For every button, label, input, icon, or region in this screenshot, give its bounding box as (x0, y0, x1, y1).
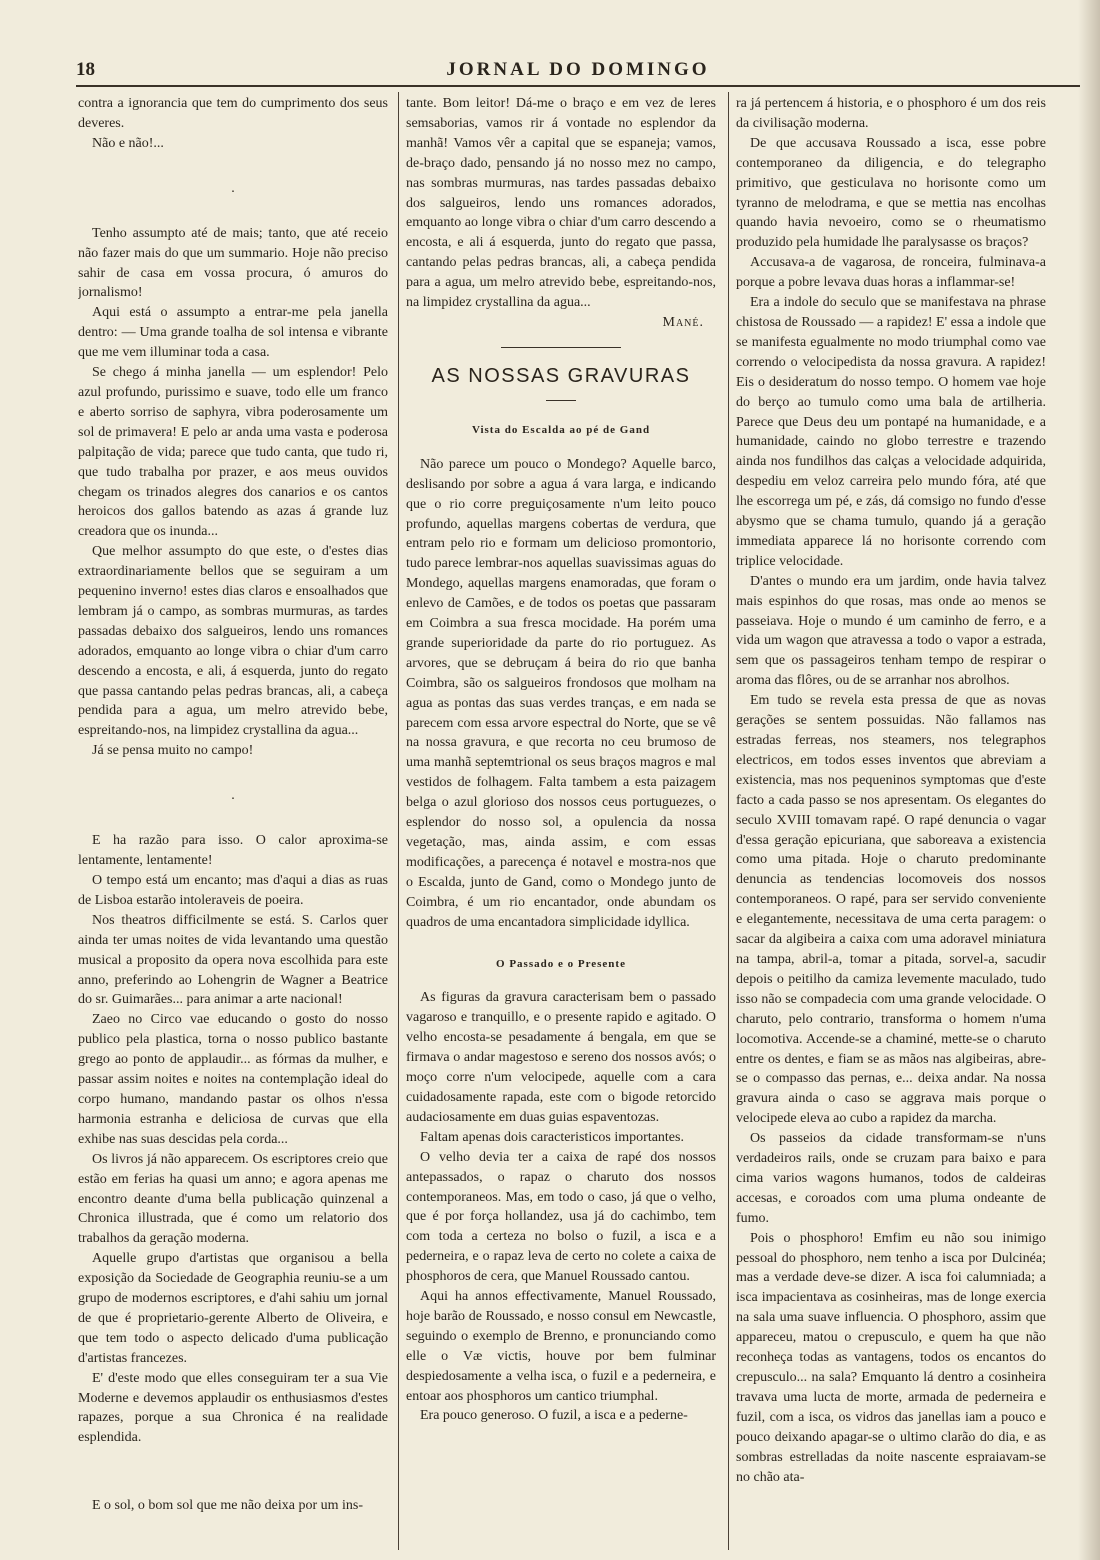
column-1 (78, 94, 388, 1554)
section-separator: . (231, 180, 235, 196)
paragraph: Se chego á minha janella — um esplendor! Pelo azul profundo, purissimo e suave, todo elle um franco e aberto sorriso de saphyra, vibra poderosamente um sol de primavera! E pelo ar anda uma vasta e poderosa palpitação de vida; parece que tudo canta, que tudo ri, que tudo trabalha por prazer, e aos meus ouvidos chegam os trinados alegres dos canarios e os cantos heroicos dos gallos batendo as azas á grande luz creadora que os inunda... (78, 365, 388, 540)
page-number: 18 (76, 59, 95, 80)
paragraph: O tempo está um encanto; mas d'aqui a dias as ruas de Lisboa estarão intoleraveis de poeira. (78, 873, 388, 908)
paragraph: Aquelle grupo d'artistas que organisou a bella exposição da Sociedade de Geographia reuniu-se a um grupo de modernos escriptores, e d'ahi sahiu um jornal de que é proprietario-gerente Alberto de Oliveira, e que tem todo o aspecto delicado d'uma publicação d'artistas francezes. (78, 1251, 388, 1366)
paragraph: contra a ignorancia que tem do cumprimento dos seus deveres. (78, 96, 388, 131)
section-separator: . (231, 788, 235, 804)
paragraph: Os passeios da cidade transformam-se n'uns verdadeiros rails, onde se cruzam para baixo e para cima varios wagons humanos, todos de caldeiras accesas, e coroados com uma pluma ondeante de fumo. (736, 1131, 1046, 1226)
paragraph: Pois o phosphoro! Emfim eu não sou inimigo pessoal do phosphoro, nem tenho a isca por Dulcinéa; mas a verdade deve-se dizer. A isca foi calumniada; a isca impacientava as cosinheiras, mas de longe exercia na sala uma suave influencia. O phosphoro, assim que appareceu, matou o crepusculo, e quem ha que não reconheça todas as vantagens, todos os encantos do crepusculo... na sala? Emquanto lá dentro a cosinheira travava uma lucta de morte, armada de pederneira e fuzil, com a isca, os vidros das janellas iam a pouco e pouco deixando apagar-se o ultimo clarão do dia, e as sombras estrelladas da noite nascente espraiavam-se no chão ata- (736, 1230, 1046, 1485)
paragraph: Que melhor assumpto do que este, o d'estes dias extraordinariamente bellos que se seguiram a um pequenino inverno! estes dias claros e ensoalhados que lembram já o campo, as sombras murmuras, as tardes passadas debaixo dos salgueiros, lendo uns romances adorados, emquanto ao longe vibra o chiar d'um carro descendo a encosta, e ali, á esquerda, junto do regato que passa cantando pelas pedras brancas, ali, a cabeça pendida para a agua, um melro atrevido bebe, espreitando-nos, na limpidez crystallina da agua... (78, 544, 388, 739)
paragraph: Não e não!... (92, 135, 164, 151)
page-header (76, 55, 1080, 85)
paragraph: Tenho assumpto até de mais; tanto, que até receio não fazer mais do que um summario. Hoje não preciso sahir de casa em vossa procura, ó amuros do jornalismo! (78, 225, 388, 301)
paragraph: ra já pertencem á historia, e o phosphoro é um dos reis da civilisação moderna. (736, 96, 1046, 131)
paragraph: Não parece um pouco o Mondego? Aquelle barco, deslisando por sobre a agua á vara larga, e indicando que o rio corre preguiçosamente n'um leito pouco profundo, aquellas margens cobertas de verdura, que entram pelo rio e formam um delicioso promontorio, tudo parece lembrar-nos aquellas suavissimas aguas do Mondego, aquellas margens enamoradas, que foram o enlevo de Camões, e de todos os poetas que passaram em Coimbra a sua fresca mocidade. Ha porém uma grande superioridade da parte do rio portuguez. As arvores, que se debruçam á beira do rio que banha Coimbra, são os salgueiros frondosos que molham na agua as pontas das suas verdes tranças, e em nada se parecem com essa arvore espectral do Norte, que se vê na nossa gravura, e que recorta no ceu brumoso de uma manhã septemtrional os seus braços magros e mal vestidos de folhagem. Falta tambem a esta paizagem belga o azul glorioso dos nossos ceus portuguezes, o esplendor do nosso sol, a opulencia da nossa vegetação, mas, ainda assim, e com essas modificações, a parecença é notavel e mostra-nos que o Escalda, junto de Gand, como o Mondego junto de Coimbra, é um rio encantador, onde abundam os quadros de uma encantadora simplicidade idyllica. (406, 456, 716, 930)
paragraph: E' d'este modo que elles conseguiram ter a sua Vie Moderne e devemos applaudir os enthusiasmos d'estes rapazes, porque a sua Chronica é na realidade esplendida. (78, 1370, 388, 1446)
subheading: O Passado e o Presente (496, 957, 626, 970)
paragraph: Zaeo no Circo vae educando o gosto do nosso publico pela plastica, torna o nosso publico bastante grego ao ponto de applaudir... as fórmas da mulher, e passar assim noites e noites na contemplação ideal do corpo humano, mandando pastar os olhos n'essa harmonia estranha e deliciosa de curvas que ella exhibe nas suas descidas pela corda... (78, 1012, 388, 1147)
column-divider-1 (398, 92, 399, 1550)
section-title: AS NOSSAS GRAVURAS (431, 364, 691, 387)
paragraph: tante. Bom leitor! Dá-me o braço e em vez de leres semsaborias, vamos rir á vontade no esplendor da manhã! Vamos vêr a capital que se espaneja; vamos, de-braço dado, pensando já no nosso mez no campo, nas sombras murmuras, nas tardes passadas debaixo dos salgueiros, lendo uns romances adorados, emquanto ao longe vibra o chiar d'um carro descendo a encosta, e ali á esquerda, junto do regato que passa, cantando pelas pedras brancas, ali, a cabeça pendida para a agua, um melro atrevido bebe, espreitando-nos, na limpidez crystallina da agua... (406, 96, 716, 311)
page-edge-shadow (1078, 0, 1100, 1560)
column-2 (406, 94, 716, 1554)
paragraph: Os livros já não apparecem. Os escriptores creio que estão em ferias ha quasi um anno; e agora apenas me encontro deante d'uma bella publicação quinzenal a Chronica illustrada, que é como um relatorio dos trabalhos da geração moderna. (78, 1151, 388, 1247)
paragraph: D'antes o mundo era um jardim, onde havia talvez mais espinhos do que rosas, mas onde ao menos se passeiava. Hoje o mundo é um caminho de ferro, e a vida um wagon que atravessa a todo o vapor a estrada, sem que os passageiros tenham tempo de respirar o aroma das flôres, ou de se arranhar nos abrolhos. (736, 573, 1046, 689)
paragraph: Era pouco generoso. O fuzil, a isca e a pederne- (420, 1408, 688, 1424)
column-3 (736, 94, 1046, 1554)
paragraph: E o sol, o bom sol que me não deixa por um ins- (92, 1498, 364, 1514)
paragraph: E ha razão para isso. O calor aproxima-se lentamente, lentamente! (78, 833, 388, 869)
header-rule (76, 85, 1080, 87)
paragraph: As figuras da gravura caracterisam bem o passado vagaroso e tranquillo, e o presente rapido e agitado. O velho encosta-se pesadamente á bengala, em que se firmava o andar magestoso e sereno dos nossos avós; o moço corre n'um velocipede, aquelle com a cara cuidadosamente rapada, este com o bigode retorcido audaciosamente em duas guias espaventozas. (406, 990, 716, 1125)
paragraph: Faltam apenas dois caracteristicos importantes. (420, 1129, 684, 1145)
paragraph: Aqui está o assumpto a entrar-me pela janella dentro: — Uma grande toalha de sol intensa e vibrante que me vem illuminar toda a casa. (78, 305, 388, 361)
paragraph: De que accusava Roussado a isca, esse pobre contemporaneo da diligencia, e do telegrapho primitivo, que gesticulava no horisonte como um tyranno de melodrama, e que se mettia nas encolhas quando havia nevoeiro, como se o rheumatismo produzido pela humidade lhe paralysasse os braços? (736, 135, 1046, 251)
column-divider-2 (728, 92, 729, 1550)
paragraph: Era a indole do seculo que se manifestava na phrase chistosa de Roussado — a rapidez! E' essa a indole que se manifesta egualmente no modo triumphal como vae correndo o velocipedista da nossa gravura. A rapidez! Eis o desideratum do nosso tempo. O homem vae hoje do berço ao tumulo como uma bala de artilheria. Parece que Deus deu um pontapé na humanidade, e a humanidade, caindo no globo terrestre e trazendo ainda nos fundilhos das calças a velocidade adquirida, despediu em veloz carreira pelo mundo fóra, até que lhe escorrega um pé, e zás, dá comsigo no fundo d'esse abysmo que se chama tumulo, quando já a geração immediata apparece lá no horisonte correndo com triplice velocidade. (736, 295, 1046, 569)
title-rule (546, 400, 576, 401)
paragraph: O velho devia ter a caixa de rapé dos nossos antepassados, o rapaz o charuto dos nossos contemporaneos. Mas, em todo o caso, já que o velho, que é por força hollandez, usa já do cachimbo, tem com toda a certeza no bolso o fuzil, a isca e a pederneira, e o rapaz leva de certo no colete a caixa de phosphoros de cera, que Manuel Roussado cantou. (406, 1149, 716, 1285)
subheading: Vista do Escalda ao pé de Gand (471, 423, 651, 436)
paragraph: Accusava-a de vagarosa, de ronceira, fulminava-a porque a pobre levava duas horas a inflammar-se! (736, 255, 1046, 291)
paragraph: Nos theatros difficilmente se está. S. Carlos quer ainda ter umas noites de vida levantando uma questão musical a proposito da opera nova escolhida para este anno, preferindo ao Lohengrin de Wagner a Beatrice do sr. Guimarães... para animar a arte nacional! (78, 912, 388, 1008)
author-signature: Mané. (662, 314, 704, 330)
paragraph: Já se pensa muito no campo! (92, 743, 254, 759)
paragraph: Aqui ha annos effectivamente, Manuel Roussado, hoje barão de Roussado, e nosso consul em Newcastle, seguindo o exemplo de Brenno, e pronunciando como elle o Væ victis, houve por bem fulminar despiedosamente a velha isca, o fuzil e a pederneira, e entoar aos phosphoros um cantico triumphal. (406, 1289, 716, 1404)
journal-title: JORNAL DO DOMINGO (446, 59, 710, 80)
section-rule (501, 347, 621, 348)
paragraph: Em tudo se revela esta pressa de que as novas gerações se sentem possuidas. Não fallamos nas estradas ferreas, nos steamers, nos telegraphos electricos, em todos esses inventos que abreviam a existencia, mas nos pequeninos symptomas que d'este facto a cada passo se nos apresentam. Os elegantes do seculo XVIII tomavam rapé. O rapé denuncia o vagar d'essa geração epicuriana, que saboreava a existencia como uma pitada. Hoje o charuto predominante denuncia as tendencias locomoveis dos nossos contemporaneos. O rapé, para ser servido conveniente e elegantemente, necessitava de uma certa paragem: o sacar da algibeira a caixa com uma adoravel miniatura na tampa, abril-a, tomar a pitada, sorvel-a, sacudir depois o peitilho da camiza levemente maculado, tudo isso não se compadecia com uma grande velocidade. O charuto, pelo contrario, transforma o homem n'uma locomotiva. Accende-se a chaminé, mette-se o charuto entre os dentes, e fiam se as mãos nas algibeiras, abre-se o compasso das pernas, e... deixa andar. Na nossa gravura ainda o caso se aggrava mais porque o velocipede eleva ao cubo a rapidez da marcha. (736, 693, 1046, 1127)
